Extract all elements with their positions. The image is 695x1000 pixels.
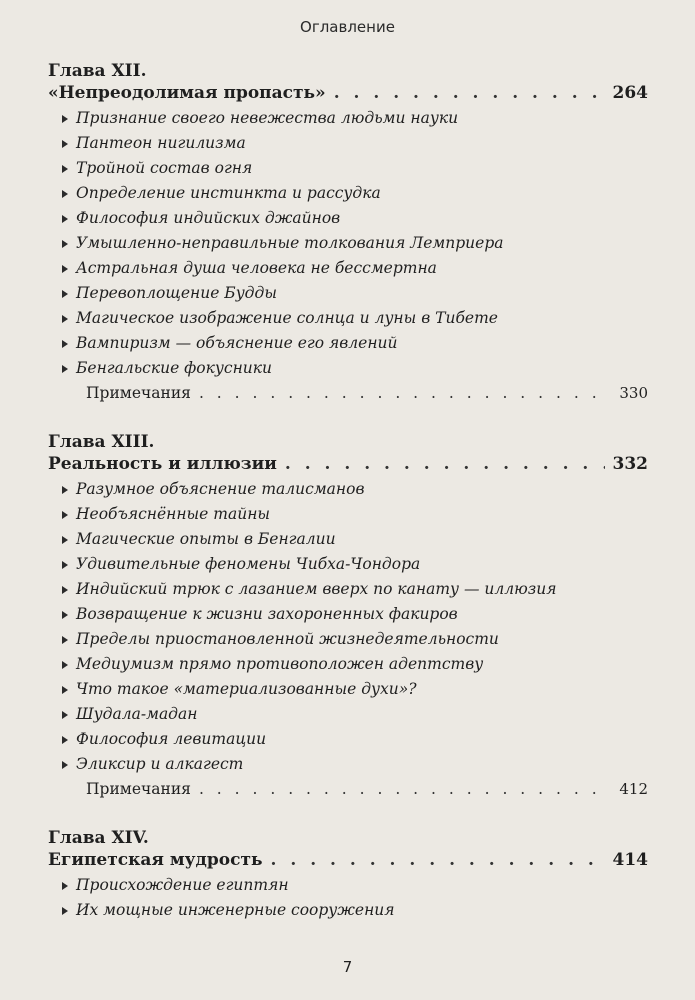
bullet-triangle-icon bbox=[62, 511, 68, 519]
topic-label: Необъяснённые тайны bbox=[76, 505, 271, 523]
toc-topic[interactable] bbox=[48, 131, 648, 156]
bullet-triangle-icon bbox=[62, 686, 68, 694]
topic-label: Определение инстинкта и рассудка bbox=[76, 184, 381, 202]
bullet-triangle-icon bbox=[62, 165, 68, 173]
topic-label: Пантеон нигилизма bbox=[76, 134, 246, 152]
topic-label: Шудала-мадан bbox=[76, 705, 198, 723]
topic-label: Индийский трюк с лазанием вверх по канату — иллюзия bbox=[76, 580, 557, 598]
bullet-triangle-icon bbox=[62, 240, 68, 248]
bullet-triangle-icon bbox=[62, 661, 68, 669]
page-header-title: Оглавление bbox=[300, 18, 395, 36]
toc-topic[interactable] bbox=[48, 356, 648, 381]
notes-row[interactable] bbox=[48, 381, 648, 406]
dot-leader bbox=[199, 777, 611, 802]
bullet-triangle-icon bbox=[62, 340, 68, 348]
toc-topic[interactable] bbox=[48, 206, 648, 231]
toc-topic[interactable] bbox=[48, 106, 648, 131]
toc-topic[interactable] bbox=[48, 627, 648, 652]
topic-label: Философия левитации bbox=[76, 730, 267, 748]
chapter-page: 332 bbox=[612, 454, 648, 474]
chapter-title-row[interactable] bbox=[48, 849, 648, 873]
toc-topic[interactable] bbox=[48, 477, 648, 502]
bullet-triangle-icon bbox=[62, 365, 68, 373]
toc-topic[interactable] bbox=[48, 502, 648, 527]
toc-topic[interactable] bbox=[48, 181, 648, 206]
bullet-triangle-icon bbox=[62, 636, 68, 644]
toc-topic[interactable] bbox=[48, 898, 648, 923]
topic-label: Магическое изображение солнца и луны в Тибете bbox=[76, 309, 498, 327]
bullet-triangle-icon bbox=[62, 882, 68, 890]
chapter-label: Глава XIII. bbox=[48, 432, 155, 452]
bullet-triangle-icon bbox=[62, 561, 68, 569]
topic-label: Умышленно-неправильные толкования Лемприера bbox=[76, 234, 504, 252]
bullet-triangle-icon bbox=[62, 586, 68, 594]
topic-label: Разумное объяснение талисманов bbox=[76, 480, 365, 498]
chapter-title-row[interactable] bbox=[48, 453, 648, 477]
chapter-block-12 bbox=[48, 60, 648, 406]
bullet-triangle-icon bbox=[62, 611, 68, 619]
topic-label: Тройной состав огня bbox=[76, 159, 253, 177]
toc-topic[interactable] bbox=[48, 652, 648, 677]
toc-topic[interactable] bbox=[48, 727, 648, 752]
topic-label: Бенгальские фокусники bbox=[76, 359, 272, 377]
toc-topic[interactable] bbox=[48, 527, 648, 552]
topic-label: Признание своего невежества людьми науки bbox=[76, 109, 459, 127]
topic-label: Астральная душа человека не бессмертна bbox=[76, 259, 437, 277]
notes-page: 412 bbox=[619, 780, 648, 798]
topic-label: Перевоплощение Будды bbox=[76, 284, 277, 302]
bullet-triangle-icon bbox=[62, 190, 68, 198]
chapter-title: «Непреодолимая пропасть» bbox=[48, 83, 326, 103]
bullet-triangle-icon bbox=[62, 315, 68, 323]
notes-label: Примечания bbox=[86, 384, 191, 402]
topic-label: Удивительные феномены Чибха-Чондора bbox=[76, 555, 421, 573]
dot-leader bbox=[285, 453, 605, 475]
chapter-label: Глава XIV. bbox=[48, 828, 149, 848]
bullet-triangle-icon bbox=[62, 265, 68, 273]
topic-label: Медиумизм прямо противоположен адептству bbox=[76, 655, 484, 673]
topic-label: Происхождение египтян bbox=[76, 876, 289, 894]
chapter-label: Глава XII. bbox=[48, 61, 147, 81]
bullet-triangle-icon bbox=[62, 736, 68, 744]
bullet-triangle-icon bbox=[62, 761, 68, 769]
toc-topic[interactable] bbox=[48, 331, 648, 356]
chapter-title-row[interactable] bbox=[48, 82, 648, 106]
chapter-title: Египетская мудрость bbox=[48, 850, 263, 870]
bullet-triangle-icon bbox=[62, 907, 68, 915]
bullet-triangle-icon bbox=[62, 290, 68, 298]
notes-row[interactable] bbox=[48, 777, 648, 802]
toc-topic[interactable] bbox=[48, 702, 648, 727]
dot-leader bbox=[271, 849, 605, 871]
topic-label: Пределы приостановленной жизнедеятельности bbox=[76, 630, 499, 648]
topic-label: Их мощные инженерные сооружения bbox=[76, 901, 395, 919]
bullet-triangle-icon bbox=[62, 115, 68, 123]
bullet-triangle-icon bbox=[62, 486, 68, 494]
toc-topic[interactable] bbox=[48, 577, 648, 602]
topic-label: Возвращение к жизни захороненных факиров bbox=[76, 605, 458, 623]
notes-page: 330 bbox=[619, 384, 648, 402]
dot-leader bbox=[199, 381, 611, 406]
toc-topic[interactable] bbox=[48, 281, 648, 306]
topic-label: Философия индийских джайнов bbox=[76, 209, 341, 227]
toc-topic[interactable] bbox=[48, 256, 648, 281]
topic-label: Вампиризм — объяснение его явлений bbox=[76, 334, 398, 352]
toc-topic[interactable] bbox=[48, 231, 648, 256]
page-number: 7 bbox=[342, 958, 353, 976]
bullet-triangle-icon bbox=[62, 140, 68, 148]
topic-label: Что такое «материализованные духи»? bbox=[76, 680, 417, 698]
bullet-triangle-icon bbox=[62, 711, 68, 719]
toc-topic[interactable] bbox=[48, 873, 648, 898]
chapter-page: 264 bbox=[612, 83, 648, 103]
toc-topic[interactable] bbox=[48, 602, 648, 627]
toc-topic[interactable] bbox=[48, 677, 648, 702]
toc-topic[interactable] bbox=[48, 306, 648, 331]
chapter-title: Реальность и иллюзии bbox=[48, 454, 277, 474]
toc-topic[interactable] bbox=[48, 156, 648, 181]
chapter-block-14 bbox=[48, 827, 648, 923]
topic-label: Магические опыты в Бенгалии bbox=[76, 530, 336, 548]
bullet-triangle-icon bbox=[62, 536, 68, 544]
topic-label: Эликсир и алкагест bbox=[76, 755, 244, 773]
bullet-triangle-icon bbox=[62, 215, 68, 223]
chapter-block-13 bbox=[48, 431, 648, 802]
chapter-page: 414 bbox=[612, 850, 648, 870]
toc-topic[interactable] bbox=[48, 552, 648, 577]
notes-label: Примечания bbox=[86, 780, 191, 798]
dot-leader bbox=[334, 82, 605, 104]
toc-topic[interactable] bbox=[48, 752, 648, 777]
